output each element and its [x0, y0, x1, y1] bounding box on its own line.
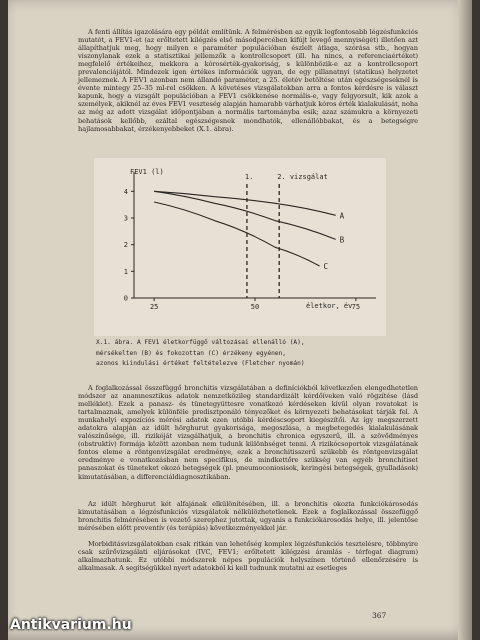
fev1-age-chart — [94, 158, 386, 336]
series-line-A — [154, 191, 336, 215]
paragraph-intro: A fenti állítás igazolására egy példát említünk. A felmérésben az egyik legfontosabb légzésfunkciós mutatót, a FEV1-et (az erőltetett kilégzés első másodpercében kifújt levegő mennyiségét) illetően azt állapíthatjuk meg, hogy milyen e paraméter populációban észlelt átlaga, szórása stb., hogyan viszonylanak ezek a statisztikai jellemzők a kontrollcsoport (ill. ha nincs, a referenciaértéket) megfelelő értékeihez, mekkora a kórosérték-gyakoriság, s különbözik-e az a kontrollcsoport prevalenciájától. Mindezek igen értékes információk ugyan, de egy pillanatnyi (statikus) helyzetet jellemeznek. A FEV1 azonban nem állandó paraméter, a 25. életév betöltése után egészségeseknél is évente mintegy 25–35 ml-rel csökken. A követéses vizsgálatokban arra a fontos kérdésre is választ kapunk, hogy a vizsgált populációban a FEV1 csökkenése normális-e, vagy felgyorsult, kik azok a személyek, akiknél az éves FEV1 veszteség alapján hamarabb várhatjuk kóros érték kialakulását, noha az még az adott vizsgálat időpontjában a normális tartományba esik; azaz számukra a környezeti behatások kellőbb, ezáltal egészségesnek mondhatók, ellenállóbbakat, és a betegségre hajlamosabbakat, érzékenyebbeket (X.1. ábra). — [78, 28, 418, 133]
figure-x1 — [94, 158, 386, 336]
y-tick-label: 4 — [123, 187, 128, 196]
series-label-A: A — [339, 211, 345, 221]
chart-series — [154, 191, 345, 271]
x-tick-label: 75 — [351, 303, 361, 311]
vertical-marker-label: 1. — [244, 173, 254, 181]
series-line-C — [154, 202, 319, 266]
paragraph-morbidity: Morbiditásvizsgálatokban csak ritkán van lehetőség komplex légzésfunkciós tesztelésre, többnyire csak szűrővizsgálati eljárásokat (IVC, FEV1; erőltetett kilégzési áramlás - térfogat diagram) alkalmazhatunk. Ez utóbbi módszerek népes populációk helyszínen történő ellenőrzésére is alkalmasak. A segítségükkel nyert adatokból ki kell tudnunk mutatni az esetleges — [78, 540, 418, 573]
paragraph-bronchitis: A foglalkozással összefüggő bronchitis vizsgálatában a definíciókból következően elengedhetetlen módszer az anamnesztikus adatok nemzetközileg standardizált kérdőíveken való rögzítése (lásd melléklet). Ezek a panasz- és tünetegyüttesre vonatkozó kérdéseken kívül olyan rovatokat is tartalmaznak, amelyek különféle predisztponáló tényezőket és környezeti behatásokat tárják fel. A munkahelyi expozíciós mérési adatok ezen utóbbi kérdéscsoport kiegészítői. Az így megszerzett adatokra alapján az idült hörghurut gyakorisága, megoszlása, a megbetegedés kialakulásának valószínűsége, ill. rizikóját vizsgálhatjuk, a bronchitis chronica egyszerű, ill. a szövődményes (obstruktív) formája között azonban nem tudunk különbséget tenni. A rizikócsoportok vizsgálatának fontos eleme a röntgenvizsgálat eredménye, ezek a bronchitisszerű szükebb és röntgenvizsgálat eredménye e vonatkozásban nem specifikus, de mindkettőre szükség van egyéb bronchitiset panaszokat és tüneteket okozó betegségek (pl. pneumoconiosisok, keringési betegségek, gyulladások) kimutatásában, a differenciáldiagnosztikában. — [78, 384, 418, 481]
chart-vertical-markers — [245, 173, 328, 298]
series-label-C: C — [323, 262, 329, 271]
caption-line-1: X.1. ábra. A FEV1 életkorfüggő változásai ellenálló (A), — [96, 339, 305, 346]
watermark: Antikvarium.hu — [10, 617, 132, 633]
y-axis-label: FEV1 (l) — [130, 168, 164, 176]
vertical-marker-label: 2. vizsgálat — [277, 173, 328, 181]
x-tick-label: 25 — [149, 303, 159, 311]
page-spine-shadow — [458, 0, 472, 640]
book-page — [8, 0, 472, 640]
y-tick-label: 3 — [123, 214, 128, 223]
y-tick-label: 2 — [123, 241, 128, 250]
series-label-B: B — [339, 235, 345, 245]
page-number: 367 — [372, 611, 387, 620]
figure-caption — [96, 338, 396, 370]
caption-line-2: mérsékelten (B) és fokozottan (C) érzékeny egyénen, — [96, 349, 286, 357]
x-tick-label: 50 — [250, 303, 260, 311]
y-tick-label: 1 — [123, 267, 128, 276]
paragraph-lung-function: Az idült hörghurut két alfajának elkülönítésében, ill. a bronchitis okozta funkciókárosodás kimutatásában a légzésfunkciós vizsgálatok nélkülözhetetlenek. Ezek a foglalkozással összefüggő bronchitis felmérésében is vezető szerephez jutottak, ugyanis a funkciókárosodás helye, ill. jelentőse mérésében előtt preventív (és terápiás) következményekkel jár. — [78, 500, 418, 533]
x-axis-label: életkor, év — [306, 302, 353, 310]
y-tick-label: 0 — [123, 294, 128, 303]
caption-line-3: azonos kiindulási értéket feltételezve (Fletcher nyomán) — [96, 360, 305, 367]
